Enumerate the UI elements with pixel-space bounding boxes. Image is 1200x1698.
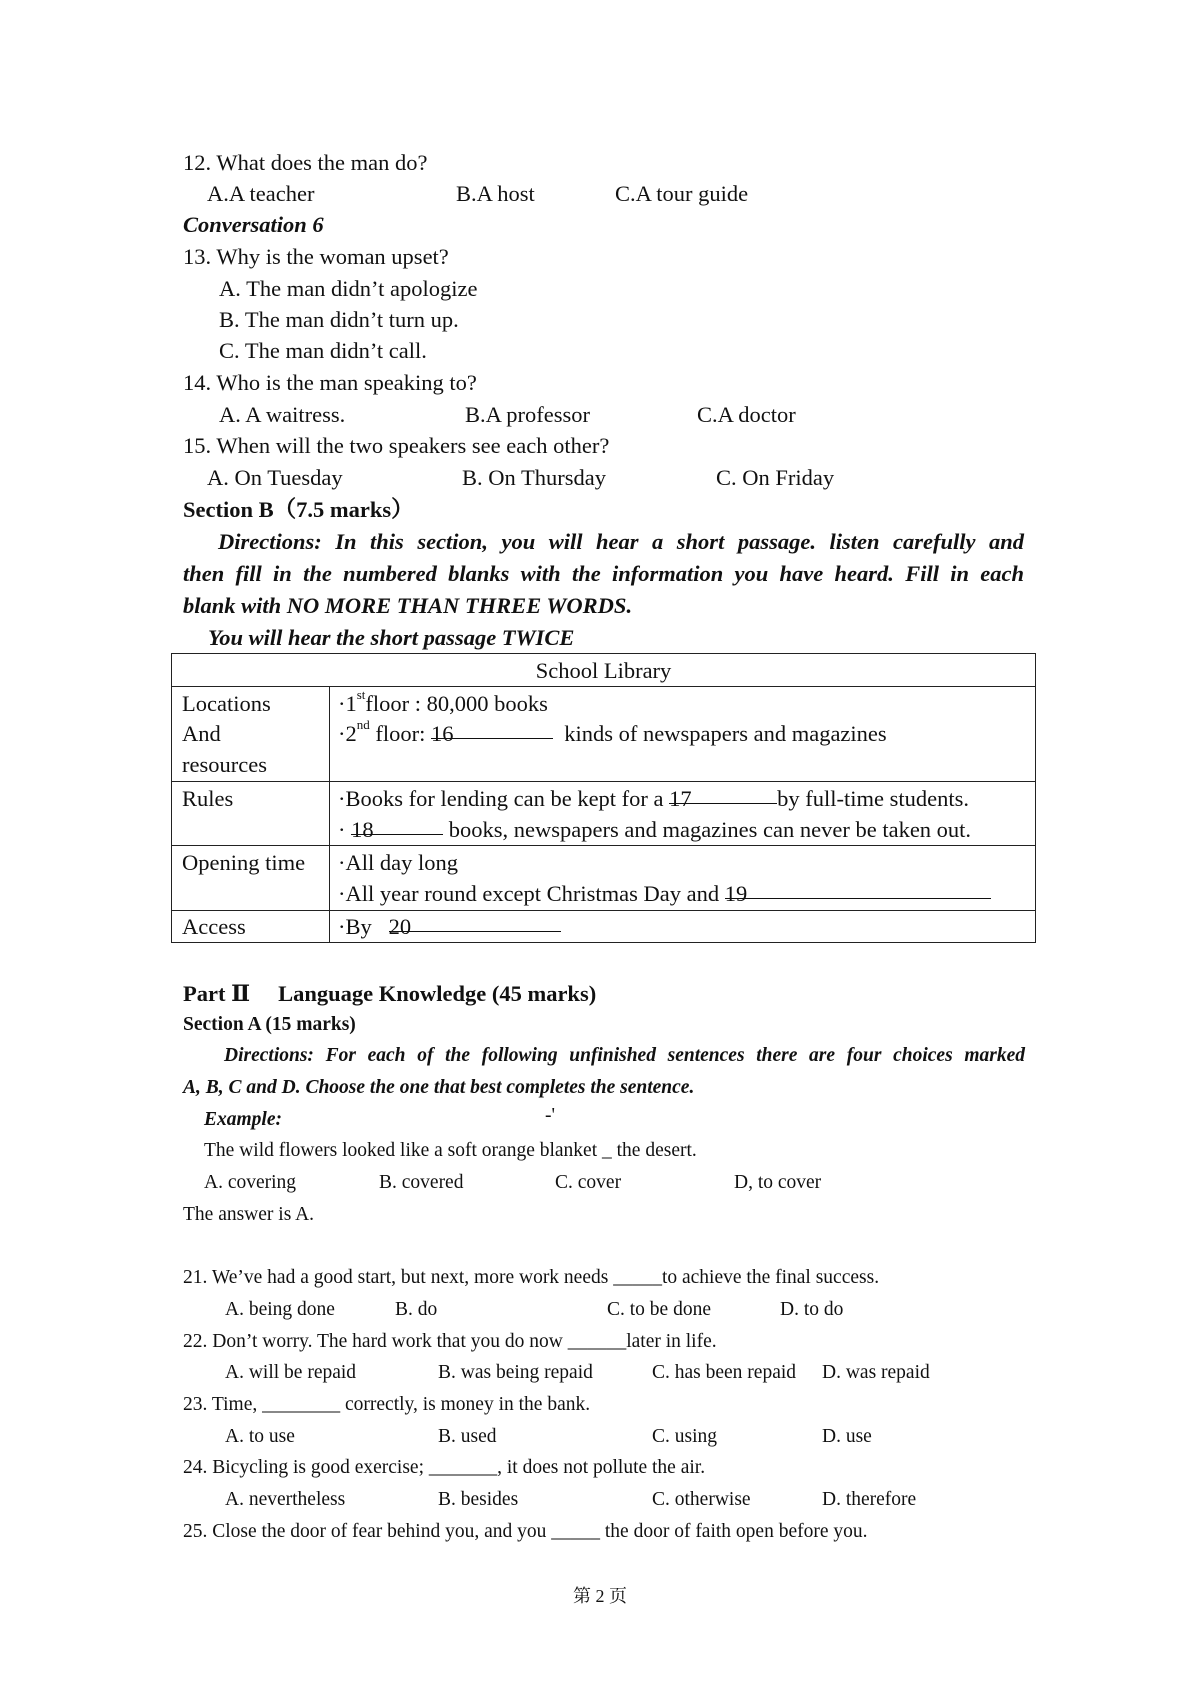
question-12-stem: 12. What does the man do? (183, 150, 428, 175)
blank-19-number: 19 (724, 881, 748, 906)
question-23-stem: 23. Time, ________ correctly, is money in the bank. (183, 1394, 591, 1415)
blank-16[interactable] (431, 718, 553, 746)
question-25-stem: 25. Close the door of fear behind you, and you _____ the door of faith open before you. (183, 1521, 868, 1542)
floor-2-prefix: ·2 (338, 721, 357, 746)
access-row (338, 911, 561, 942)
question-24-option-d: D. therefore (822, 1489, 917, 1510)
table-title: School Library (535, 658, 672, 683)
section-a-heading: Section A (15 marks) (183, 1014, 356, 1035)
question-15-option-c: C. On Friday (716, 465, 835, 490)
question-24-option-c: C. otherwise (652, 1489, 751, 1510)
floor-1-ordinal: st (356, 687, 366, 702)
section-a-directions-line-1: Directions: For each of the following unfinished sentences there are four choices marked (224, 1045, 1025, 1066)
question-14-option-c: C.A doctor (697, 402, 796, 427)
question-13-option-c: C. The man didn’t call. (219, 338, 427, 363)
question-15-option-a: A. On Tuesday (207, 465, 343, 490)
section-b-twice-note: You will hear the short passage TWICE (208, 625, 575, 650)
question-21-stem: 21. We’ve had a good start, but next, more work needs _____to achieve the final success. (183, 1267, 880, 1288)
question-24-option-b: B. besides (438, 1489, 519, 1510)
rule-2-prefix: · (338, 817, 352, 842)
locations-label-and: And (182, 721, 221, 746)
locations-label: Locations (182, 691, 271, 716)
question-13-option-a: A. The man didn’t apologize (219, 276, 478, 301)
rule-2-row (338, 814, 971, 845)
question-21-option-c: C. to be done (607, 1299, 711, 1320)
opening-time-label: Opening time (182, 850, 306, 875)
question-22-option-b: B. was being repaid (438, 1362, 593, 1383)
rule-1-text: ·Books for lending can be kept for a (338, 786, 670, 811)
question-14-option-a: A. A waitress. (219, 402, 346, 427)
floor-1-text: floor : 80,000 books (365, 691, 548, 716)
question-21-option-a: A. being done (225, 1299, 335, 1320)
page-number: 第 2 页 (573, 1586, 627, 1606)
floor-2-row (338, 718, 887, 749)
question-22-option-a: A. will be repaid (225, 1362, 357, 1383)
section-b-heading: Section B（7.5 marks） (183, 497, 414, 522)
question-13-stem: 13. Why is the woman upset? (183, 244, 449, 269)
question-22-option-d: D. was repaid (822, 1362, 930, 1383)
example-option-a: A. covering (204, 1172, 297, 1193)
question-12-option-b: B.A host (456, 181, 535, 206)
example-answer: The answer is A. (183, 1204, 315, 1225)
question-23-option-c: C. using (652, 1426, 718, 1447)
rules-label: Rules (182, 786, 234, 811)
blank-16-number: 16 (431, 721, 454, 746)
question-23-option-d: D. use (822, 1426, 872, 1447)
table-divider (172, 910, 1035, 911)
blank-17[interactable] (669, 783, 777, 811)
question-14-stem: 14. Who is the man speaking to? (183, 370, 477, 395)
question-14-option-b: B.A professor (465, 402, 590, 427)
opening-row-2 (338, 878, 991, 909)
question-15-stem: 15. When will the two speakers see each other? (183, 433, 610, 458)
blank-19[interactable] (724, 878, 991, 906)
question-12-option-c: C.A tour guide (615, 181, 749, 206)
example-option-d: D, to cover (734, 1172, 822, 1193)
rule-2-text: books, newspapers and magazines can never be taken out. (443, 817, 972, 842)
section-a-directions-line-2: A, B, C and D. Choose the one that best completes the sentence. (183, 1077, 695, 1098)
section-b-directions-line-3: blank with NO MORE THAN THREE WORDS. (183, 593, 633, 618)
opening-row-1: ·All day long (338, 850, 458, 875)
part-2-number: Part Ⅱ (183, 981, 251, 1006)
blank-17-number: 17 (669, 786, 692, 811)
section-b-directions-line-2: then fill in the numbered blanks with the information you have heard. Fill in each (183, 561, 1024, 586)
blank-20-number: 20 (388, 914, 412, 939)
section-b-directions-line-1: Directions: In this section, you will hear a short passage. listen carefully and (218, 529, 1024, 554)
example-stem: The wild flowers looked like a soft orange blanket _ the desert. (204, 1140, 697, 1161)
question-22-option-c: C. has been repaid (652, 1362, 797, 1383)
rule-1-row (338, 783, 969, 814)
floor-2-ordinal: nd (356, 717, 370, 732)
floor-1-prefix: ·1 (338, 691, 357, 716)
question-21-option-b: B. do (395, 1299, 438, 1320)
floor-2-text: kinds of newspapers and magazines (553, 721, 887, 746)
blank-18[interactable] (351, 814, 443, 842)
locations-label-resources: resources (182, 752, 267, 777)
conversation-6-heading: Conversation 6 (183, 212, 324, 237)
access-label: Access (182, 914, 246, 939)
question-24-option-a: A. nevertheless (225, 1489, 346, 1510)
question-15-option-b: B. On Thursday (462, 465, 606, 490)
question-23-option-a: A. to use (225, 1426, 295, 1447)
part-2-heading (183, 980, 596, 1008)
example-option-c: C. cover (555, 1172, 622, 1193)
access-prefix: ·By (338, 914, 389, 939)
table-divider (172, 686, 1035, 687)
question-12-option-a: A.A teacher (207, 181, 315, 206)
table-divider (172, 845, 1035, 846)
example-option-b: B. covered (379, 1172, 464, 1193)
question-22-stem: 22. Don’t worry. The hard work that you do now ______later in life. (183, 1331, 717, 1352)
table-column-divider (329, 686, 330, 942)
rule-1-suffix: by full-time students. (777, 786, 970, 811)
floor-2-label: floor: (369, 721, 431, 746)
blank-20[interactable] (388, 911, 561, 939)
question-23-option-b: B. used (438, 1426, 497, 1447)
example-label: Example: (204, 1109, 282, 1130)
stray-mark: -' (545, 1105, 556, 1126)
floor-1-row (338, 688, 548, 719)
part-2-title: Language Knowledge (45 marks) (278, 981, 597, 1006)
question-13-option-b: B. The man didn’t turn up. (219, 307, 459, 332)
opening-row-2-text: ·All year round except Christmas Day and (338, 881, 725, 906)
table-divider (172, 781, 1035, 782)
school-library-table (171, 653, 1036, 943)
question-24-stem: 24. Bicycling is good exercise; _______, it does not pollute the air. (183, 1457, 706, 1478)
question-21-option-d: D. to do (780, 1299, 844, 1320)
blank-18-number: 18 (351, 817, 374, 842)
